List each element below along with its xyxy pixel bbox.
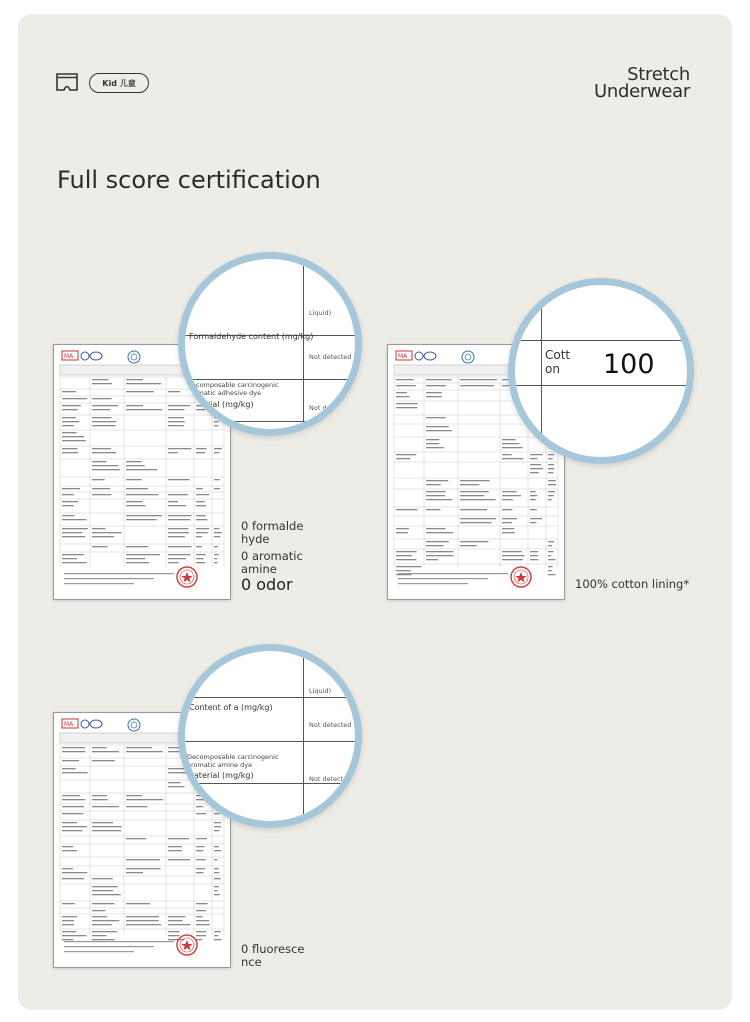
liquid-label: Liquid) bbox=[309, 309, 332, 317]
aromatic-amine-note: Decomposable carcinogenic aromatic amine dye bbox=[187, 753, 279, 769]
caption-line: nce bbox=[241, 955, 262, 969]
red-stamp bbox=[177, 567, 197, 587]
fluorescence-caption bbox=[241, 943, 304, 969]
underwear-icon bbox=[56, 72, 78, 92]
material-result: Not detected bbox=[309, 404, 352, 412]
svg-text:MA: MA bbox=[398, 353, 408, 360]
caption-line: 0 fluoresce bbox=[241, 942, 305, 956]
content-result: Not detected bbox=[309, 721, 352, 729]
caption-line: 0 formalde bbox=[241, 519, 304, 533]
material-label: Material (mg/kg) bbox=[187, 771, 254, 780]
kid-tag: Kid 儿童 bbox=[89, 73, 149, 93]
cotton-caption: 100% cotton lining* bbox=[575, 577, 690, 591]
magnifier-fluorescence bbox=[178, 644, 362, 828]
formaldehyde-result: Not detected bbox=[309, 353, 352, 361]
material-label: Material (mg/kg) bbox=[187, 400, 254, 409]
cotton-percentage: 100 bbox=[603, 349, 655, 380]
svg-text:MA: MA bbox=[64, 353, 74, 360]
red-stamp bbox=[511, 567, 531, 587]
formaldehyde-caption bbox=[241, 520, 303, 576]
liquid-label: Liquid) bbox=[309, 687, 332, 695]
page-title: Full score certification bbox=[57, 166, 321, 194]
caption-line: amine bbox=[241, 562, 277, 576]
aromatic-dye-note: Decomposable carcinogenic aromatic adhesive dye bbox=[187, 381, 279, 397]
svg-text:MA: MA bbox=[64, 721, 74, 728]
brand-title bbox=[594, 66, 690, 100]
formaldehyde-label: Formaldehyde content (mg/kg) bbox=[189, 332, 314, 341]
brand-line-2: Underwear bbox=[593, 81, 690, 102]
red-stamp bbox=[177, 935, 197, 955]
cotton-label-line: Cott bbox=[545, 348, 571, 362]
content-label: Content of a (mg/kg) bbox=[189, 703, 273, 712]
material-result: Not detected bbox=[309, 775, 352, 783]
cotton-label bbox=[545, 348, 570, 376]
caption-line: hyde bbox=[241, 532, 270, 546]
brand-line-1: Stretch bbox=[627, 64, 690, 85]
caption-line: 0 aromatic bbox=[241, 549, 303, 563]
cotton-label-line: on bbox=[545, 362, 560, 376]
odor-caption: 0 odor bbox=[241, 575, 293, 594]
magnifier-cotton bbox=[508, 278, 694, 464]
magnifier-formaldehyde bbox=[178, 252, 362, 436]
